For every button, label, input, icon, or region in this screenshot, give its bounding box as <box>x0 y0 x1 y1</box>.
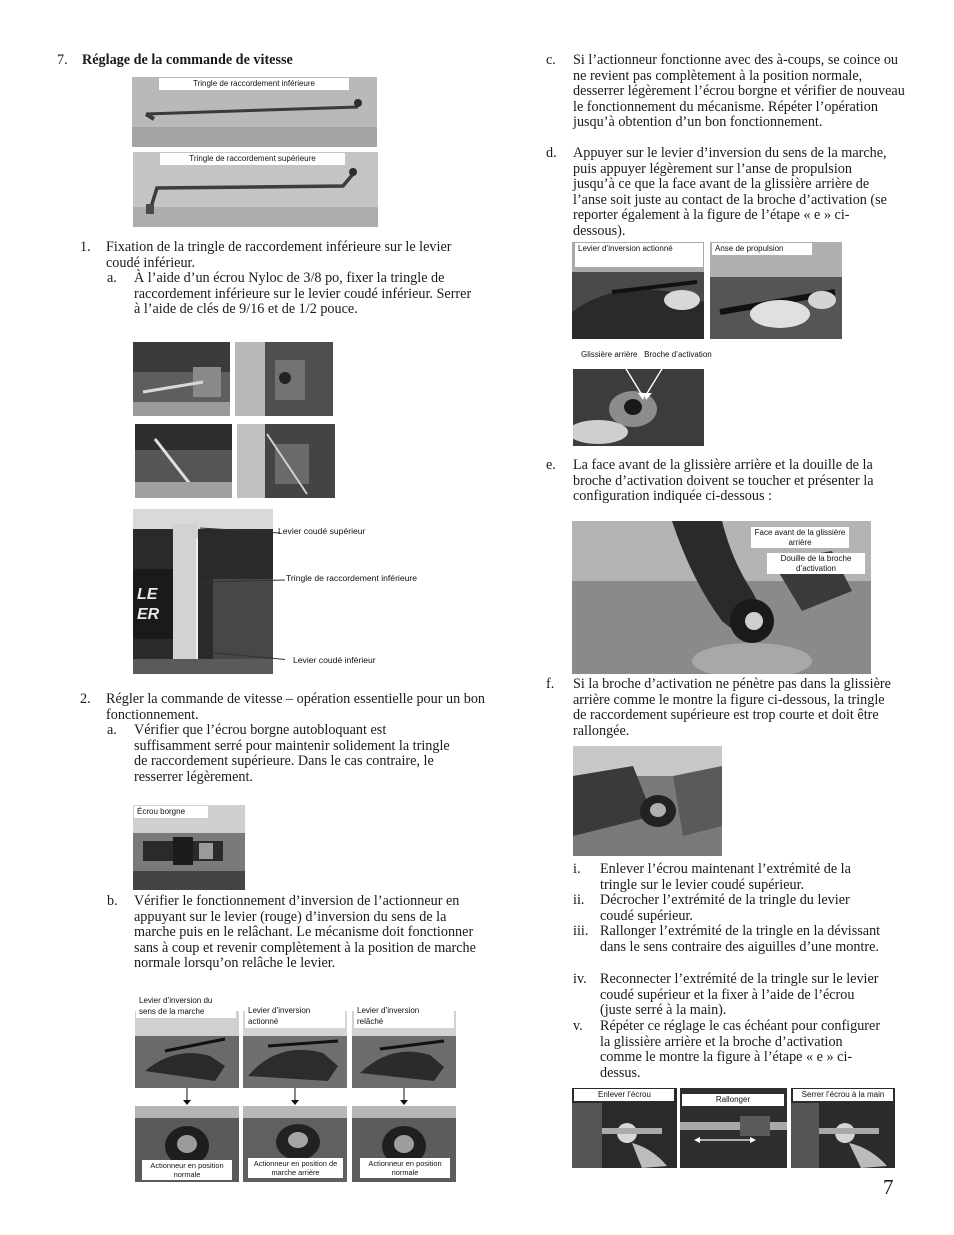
step1-photo-1 <box>133 342 230 416</box>
section-number: 7. <box>57 52 68 68</box>
step2f-letter: f. <box>546 676 555 692</box>
upper-rod-label: Tringle de raccordement supérieure <box>160 153 345 165</box>
page-number: 7 <box>883 1175 894 1199</box>
substep-3-text: Rallonger l’extrémité de la tringle en la dévissant dans le sens contraire des aiguilles d’une montre. <box>600 923 881 955</box>
substep-4-text: Reconnecter l’extrémité de la tringle sur le levier coudé supérieur et la fixer à l’aide de l’écrou (juste serré à la main). <box>600 971 879 1019</box>
actuator-reverse-label: Actionneur en position de marche arrière <box>248 1158 343 1178</box>
step1a-text: À l’aide d’un écrou Nyloc de 3/8 po, fixer la tringle de raccordement inférieure sur le levier coudé inférieur. Serrer à l’aide de clés de 9/16 et de 1/2 pouce. <box>134 270 472 318</box>
svg-text:LE: LE <box>137 586 158 603</box>
substep-1-num: i. <box>573 861 581 877</box>
front-face-callout: Face avant de la glissière arrière <box>751 527 849 548</box>
step2d-text: Appuyer sur le levier d’inversion du sens de la marche, puis appuyer légèrement sur l’anse de propulsion jusqu’à ce que la face avant de la glissière arrière de l’anse soit juste au contact de la broche d’activation (se reporter également à la figure de l’étape « e » ci-dessous). <box>573 145 887 239</box>
substep-4-num: iv. <box>573 971 587 987</box>
step2e-letter: e. <box>546 457 556 473</box>
drive-handle-callout: Anse de propulsion <box>712 243 812 255</box>
pin-bushing-callout: Douille de la broche d’activation <box>767 553 865 574</box>
rear-slide-arrows <box>600 357 680 402</box>
substep-5-text: Répéter ce réglage le cas échéant pour configurer la glissière arrière et la broche d’activation comme le montre la figure à l’étape « e » ci-dessus. <box>600 1018 881 1081</box>
lower-bellcrank-label: Levier coudé inférieur <box>293 655 376 665</box>
step2a-letter: a. <box>107 722 117 738</box>
reverse-lever-photo-1 <box>135 1011 239 1088</box>
pin-not-engaged-photo <box>573 746 722 856</box>
step2b-letter: b. <box>107 893 118 909</box>
rear-slide-label: Glissière arrière <box>581 350 638 359</box>
step2f-text: Si la broche d’activation ne pénètre pas dans la glissière arrière comme le montre la figure ci-dessous, la tringle de raccordement supérieure est trop courte et doit être rallongée. <box>573 676 891 739</box>
lever-actuated-callout: Levier d’inversion actionné <box>575 243 703 267</box>
step2b-text: Vérifier le fonctionnement d’inversion de l’actionneur en appuyant sur le levier (rouge) d’inversion du sens de la marche puis en le relâchant. Le mécanisme doit fonctionner sans à coup et revenir complètement à la position de marche normale lorsqu’on relâche le levier. <box>134 893 476 972</box>
activation-pin-label: Broche d’activation <box>644 350 712 359</box>
step2d-letter: d. <box>546 145 557 161</box>
step1-photo-2 <box>235 342 333 416</box>
section-title: Réglage de la commande de vitesse <box>82 52 293 68</box>
substep-5-num: v. <box>573 1018 583 1034</box>
lever-actuated-label: Levier d’inversion actionné <box>245 1005 345 1028</box>
step1-text: Fixation de la tringle de raccordement inférieure sur le levier coudé inférieur. <box>106 239 452 271</box>
hand-tighten-label: Serrer l’écrou à la main <box>793 1089 893 1101</box>
lower-rod-callout: Tringle de raccordement inférieure <box>286 573 418 583</box>
step1-photo-4 <box>237 424 335 498</box>
substep-2-num: ii. <box>573 892 585 908</box>
cap-nut-label: Écrou borgne <box>134 806 208 818</box>
step1-photo-3 <box>135 424 232 498</box>
substep-1-text: Enlever l’écrou maintenant l’extrémité de la tringle sur le levier coudé supérieur. <box>600 861 851 893</box>
drive-handle-photo <box>710 242 842 339</box>
lower-rod-label: Tringle de raccordement inférieure <box>159 78 349 90</box>
step2a-text: Vérifier que l’écrou borgne autobloquant est suffisamment serré pour maintenir solidement la tringle de raccordement supérieure. Dans le cas contraire, le resserrer légèrement. <box>134 722 450 785</box>
remove-nut-label: Enlever l’écrou <box>574 1089 674 1101</box>
step2-number: 2. <box>80 691 91 707</box>
lever-released-label: Levier d’inversion relâché <box>354 1005 454 1028</box>
step2e-text: La face avant de la glissière arrière et la douille de la broche d’activation doivent se toucher et présenter la configuration indiquée ci-dessous : <box>573 457 874 505</box>
substep-3-num: iii. <box>573 923 589 939</box>
step1a-letter: a. <box>107 270 117 286</box>
step2c-letter: c. <box>546 52 556 68</box>
actuator-arrows <box>135 1088 455 1106</box>
reverse-lever-label: Levier d’inversion du sens de la marche <box>136 995 236 1018</box>
cap-nut-photo <box>133 805 245 890</box>
step1-number: 1. <box>80 239 91 255</box>
actuator-normal-label-2: Actionneur en position normale <box>360 1158 450 1178</box>
svg-text:ER: ER <box>137 606 160 623</box>
actuator-normal-label-1: Actionneur en position normale <box>142 1160 232 1180</box>
step1-leader-lines <box>195 520 285 670</box>
step2c-text: Si l’actionneur fonctionne avec des à-coups, se coince ou ne revient pas complètement à la position normale, desserrer légèrement l’écrou borgne et vérifier de nouveau le fonctionnement du mécanisme. Répéter l’opération jusqu’à obtention d’un bon fonctionnement. <box>573 52 905 131</box>
lengthen-label: Rallonger <box>682 1094 784 1106</box>
step2-text: Régler la commande de vitesse – opération essentielle pour un bon fonctionnement. <box>106 691 486 723</box>
upper-bellcrank-label: Levier coudé supérieur <box>278 526 366 536</box>
substep-2-text: Décrocher l’extrémité de la tringle du levier coudé supérieur. <box>600 892 850 924</box>
